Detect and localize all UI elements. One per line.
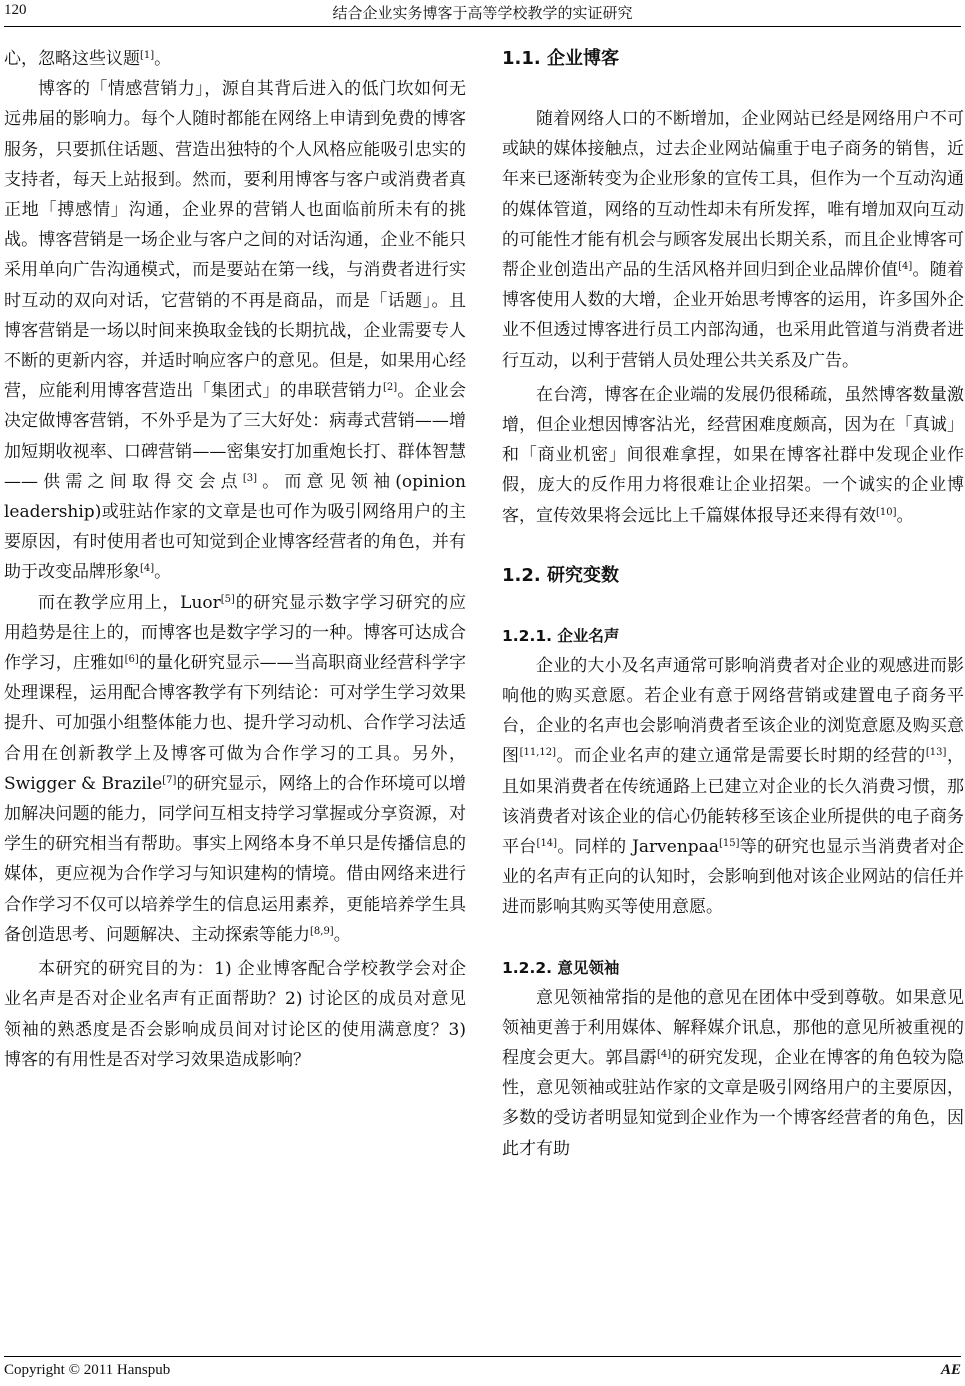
body-paragraph (4, 74, 466, 587)
citation-ref: [1] (140, 50, 155, 61)
body-paragraph (502, 983, 964, 1164)
journal-abbreviation: AE (940, 1362, 961, 1378)
paragraph-text: 。而企业名声的建立通常是需要长时期的经营的 (556, 746, 926, 767)
citation-ref: [10] (876, 506, 897, 518)
body-paragraph (4, 954, 466, 1075)
paragraph-text: 心，忽略这些议题 (4, 49, 140, 69)
paragraph-text: 。随着博客使用人数的大增，企业开始思考博客的运用，许多国外企业不但透过博客进行员工内部沟通，也采用此管道与消费者进行互动，以利于营销人员处理公共关系及广告。 (502, 260, 965, 371)
subsection-heading: 1.2.1. 企业名声 (502, 626, 620, 645)
paragraph-text: 在台湾，博客在企业端的发展仍很稀疏，虽然博客数量激增，但企业想因博客沾光，经营困难度颇高，因为在「真诚」和「商业机密」间很难拿捏，如果在博客社群中发现企业作假，庞大的反作用力将很难让企业招架。一个诚实的企业博客，宣传效果将会远比上千篇媒体报导还来得有效 (502, 384, 964, 526)
citation-ref: [13] (925, 747, 947, 759)
left-column (4, 44, 466, 1075)
citation-ref: [15] (718, 838, 740, 850)
paragraph-text: 的研究显示数字学习研究的应用趋势是往上的，而博客也是数字学习的一种。博客可达成合作学习，庄雅如 (4, 592, 466, 674)
footer-rule (4, 1356, 961, 1357)
section-spacer (502, 923, 964, 953)
body-paragraph (502, 651, 964, 923)
paragraph-text: 。同样的 Jarvenpaa (557, 837, 719, 858)
section-spacer (502, 531, 964, 561)
body-paragraph (4, 44, 466, 74)
paragraph-text: 。企业会决定做博客营销，不外乎是为了三大好处：病毒式营销——增加短期收视率、口碑营销——密集安打加重炮长打、群体智慧——供需之间取得交会点 (4, 381, 467, 492)
page-header (4, 0, 961, 26)
paragraph-text: 的研究发现，企业在博客的角色较为隐性，意见领袖或驻站作家的文章是吸引网络用户的主要原因，多数的受访者明显知觉到企业作为一个博客经营者的角色，因此才有助 (502, 1048, 965, 1159)
paragraph-text: 等的研究也显示当消费者对企业的名声有正向的认知时，会影响到他对该企业网站的信任并进而影响其购买等使用意愿。 (502, 837, 965, 918)
citation-ref: [7] (162, 774, 177, 786)
paragraph-text: 的研究显示，网络上的合作环境可以增加解决问题的能力，同学问互相支持学习掌握或分享资源，对学生的研究相当有帮助。事实上网络本身不单只是传播信息的媒体，更应视为合作学习与知识建构的情境。借由网络来进行合作学习不仅可以培养学生的信息运用素养，更能培养学生具备创造思考、问题解决、主动探索等能力 (4, 773, 467, 945)
citation-ref: [4] (140, 563, 155, 575)
subsection-heading: 1.2.2. 意见领袖 (502, 958, 620, 977)
copyright-notice: Copyright © 2011 Hanspub (4, 1362, 171, 1378)
paragraph-text: 。 (154, 562, 172, 583)
section-heading: 1.1. 企业博客 (502, 48, 619, 69)
citation-ref: [4] (657, 1049, 672, 1061)
paragraph-text: 意见领袖常指的是他的意见在团体中受到尊敬。如果意见领袖更善于利用媒体、解释媒介讯息，那他的意见所被重视的程度会更大。郭昌霨 (502, 987, 964, 1069)
paragraph-text: 博客的「情感营销力」，源自其背后进入的低门坎如何无远弗届的影响力。每个人随时都能在网络上申请到免费的博客服务，只要抓住话题、营造出独特的个人风格应能吸引忠实的支持者，每天上站报到。然而，要利用博客与客户或消费者真正地「搏感情」沟通，企业界的营销人也面临前所未有的挑战。博客营销是一场企业与客户之间的对话沟通，企业不能只采用单向广告沟通模式，而是要站在第一线，与消费者进行实时互动的双向对话，它营销的不再是商品，而是「话题」。且博客营销是一场以时间来换取金钱的长期抗战，企业需要专人不断的更新内容，并适时响应客户的意见。但是，如果用心经营，应能利用博客营造出「集团式」的串联营销力 (4, 79, 466, 402)
citation-ref: [14] (536, 838, 558, 850)
body-paragraph (4, 588, 466, 950)
paragraph-text: 随着网络人口的不断增加，企业网站已经是网络用户不可或缺的媒体接触点，过去企业网站偏重于电子商务的销售，近年来已逐渐转变为企业形象的宣传工具，但作为一个互动沟通的媒体管道，网络的互动性却未有所发挥，唯有增加双向互动的可能性才能有机会与顾客发展出长期关系，而且企业博客可帮企业创造出产品的生活风格并回归到企业品牌价值 (502, 109, 964, 281)
citation-ref: [8,9] (310, 925, 334, 937)
section-spacer (502, 591, 964, 621)
paragraph-text: 而在教学应用上，Luor (38, 592, 221, 613)
citation-ref: [5] (220, 593, 235, 605)
paragraph-text: 。 (333, 924, 351, 945)
citation-ref: [4] (898, 261, 913, 273)
paragraph-text: 企业的大小及名声通常可影响消费者对企业的观感进而影响他的购买意愿。若企业有意于网络营销或建置电子商务平台，企业的名声也会影响消费者至该企业的浏览意愿及购买意图 (502, 655, 964, 767)
paragraph-text: 。 (154, 49, 172, 69)
body-paragraph (502, 104, 964, 376)
citation-ref: [3] (242, 472, 257, 484)
page-number: 120 (4, 2, 27, 18)
right-column (502, 44, 964, 1164)
page-footer (4, 1356, 961, 1382)
paragraph-text: ，且如果消费者在传统通路上已建立对企业的长久消费习惯，那该消费者对该企业的信心仍能转移至该企业所提供的电子商务平台 (502, 746, 965, 858)
citation-ref: [2] (382, 382, 398, 394)
paragraph-text: 。而意见领袖(opinion leadership)或驻站作家的文章是也可作为吸引网络用户的主要原因，有时使用者也可知觉到企业博客经营者的角色，并有助于改变品牌形象 (4, 471, 467, 583)
section-spacer (502, 74, 964, 104)
citation-ref: [11,12] (519, 747, 557, 759)
paragraph-text: 的量化研究显示——当高职商业经营科学字处理课程，运用配合博客教学有下列结论：可对学生学习效果提升、可加强小组整体能力也、提升学习动机、合作学习法适合用在创新教学上及博客可做为合作学习的工具。另外，Swigger & Brazile (4, 653, 467, 794)
header-rule (4, 26, 961, 27)
running-title: 结合企业实务博客于高等学校教学的实证研究 (332, 6, 633, 22)
citation-ref: [6] (124, 654, 139, 666)
paragraph-text: 。 (896, 505, 914, 526)
paragraph-text: 本研究的研究目的为：1) 企业博客配合学校教学会对企业名声是否对企业名声有正面帮助？2) 讨论区的成员对意见领袖的熟悉度是否会影响成员间对讨论区的使用满意度？3) 博客的有用性是否对学习效果造成影响？ (4, 959, 466, 1070)
body-paragraph (502, 380, 964, 531)
section-heading: 1.2. 研究变数 (502, 564, 619, 586)
